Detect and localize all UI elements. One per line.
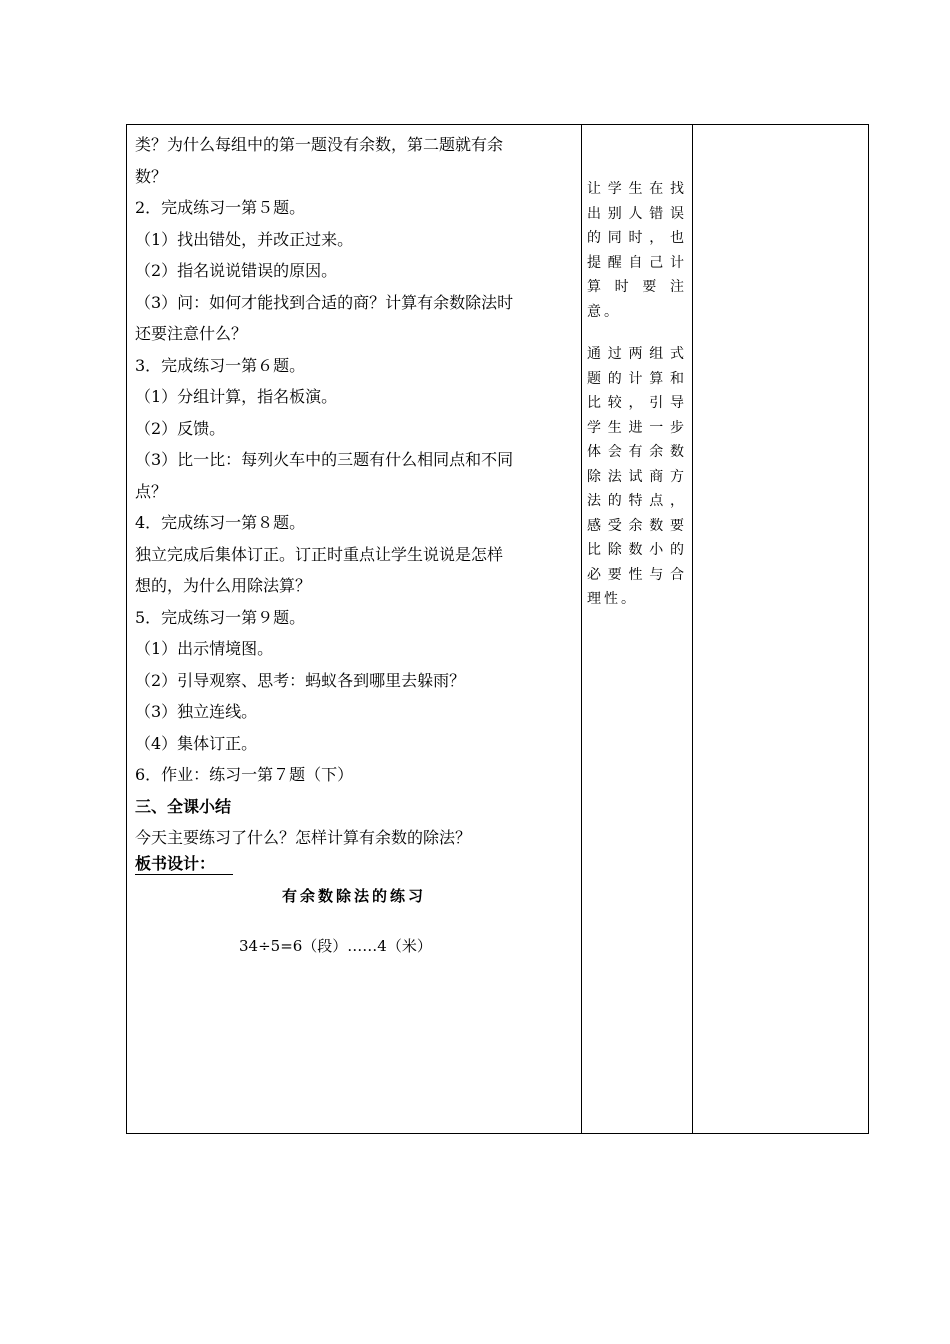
design-note-2: 通过两组式题的计算和比较，引导学生进一步体会有余数除法试商方法的特点，感受余数要比除数小的必要性与合理性。 xyxy=(587,346,687,607)
text-line: （1）找出错处，并改正过来。 xyxy=(135,229,354,249)
text-line: （2）反馈。 xyxy=(135,418,226,438)
text-line: （3）比一比：每列火车中的三题有什么相同点和不同 xyxy=(135,450,514,469)
board-design-label-row xyxy=(135,854,575,875)
text-line: 3．完成练习一第６题。 xyxy=(135,355,306,375)
text-line: （2）指名说说错误的原因。 xyxy=(135,261,338,280)
column-divider-1 xyxy=(581,125,582,1133)
column-divider-2 xyxy=(692,125,693,1133)
board-design-label: 板书设计： xyxy=(135,854,233,875)
text-line: 想的，为什么用除法算？ xyxy=(135,576,312,595)
text-line: （3）问：如何才能找到合适的商？计算有余数除法时 xyxy=(135,292,514,312)
design-intent-column xyxy=(587,177,687,612)
text-line: （4）集体订正。 xyxy=(135,733,258,753)
text-line: （1）分组计算，指名板演。 xyxy=(135,387,338,406)
text-line: 4．完成练习一第８题。 xyxy=(135,513,306,532)
lesson-plan-table xyxy=(126,124,869,1134)
summary-question: 今天主要练习了什么？怎样计算有余数的除法？ xyxy=(135,828,472,847)
text-line: （2）引导观察、思考：蚂蚁各到哪里去躲雨？ xyxy=(135,670,466,690)
text-line: 数？ xyxy=(135,166,168,186)
text-line: 还要注意什么？ xyxy=(135,324,248,343)
board-equation: 34÷5=6（段）……4（米） xyxy=(239,937,432,955)
teaching-process-column xyxy=(135,129,575,875)
board-title: 有余数除法的练习 xyxy=(281,887,426,905)
section-heading: 三、全课小结 xyxy=(135,796,232,816)
text-line: （3）独立连线。 xyxy=(135,702,258,721)
text-line: 独立完成后集体订正。订正时重点让学生说说是怎样 xyxy=(135,544,504,564)
text-line: 6．作业：练习一第７题（下） xyxy=(135,765,354,784)
design-note-1: 让学生在找出别人错误的同时，也提醒自己计算时要注意。 xyxy=(587,181,687,320)
text-line: （1）出示情境图。 xyxy=(135,639,274,658)
text-line: 类？为什么每组中的第一题没有余数，第二题就有余 xyxy=(135,135,504,154)
text-line: 点？ xyxy=(135,481,168,501)
text-line: 5．完成练习一第９题。 xyxy=(135,607,306,627)
text-line: 2．完成练习一第５题。 xyxy=(135,198,306,217)
